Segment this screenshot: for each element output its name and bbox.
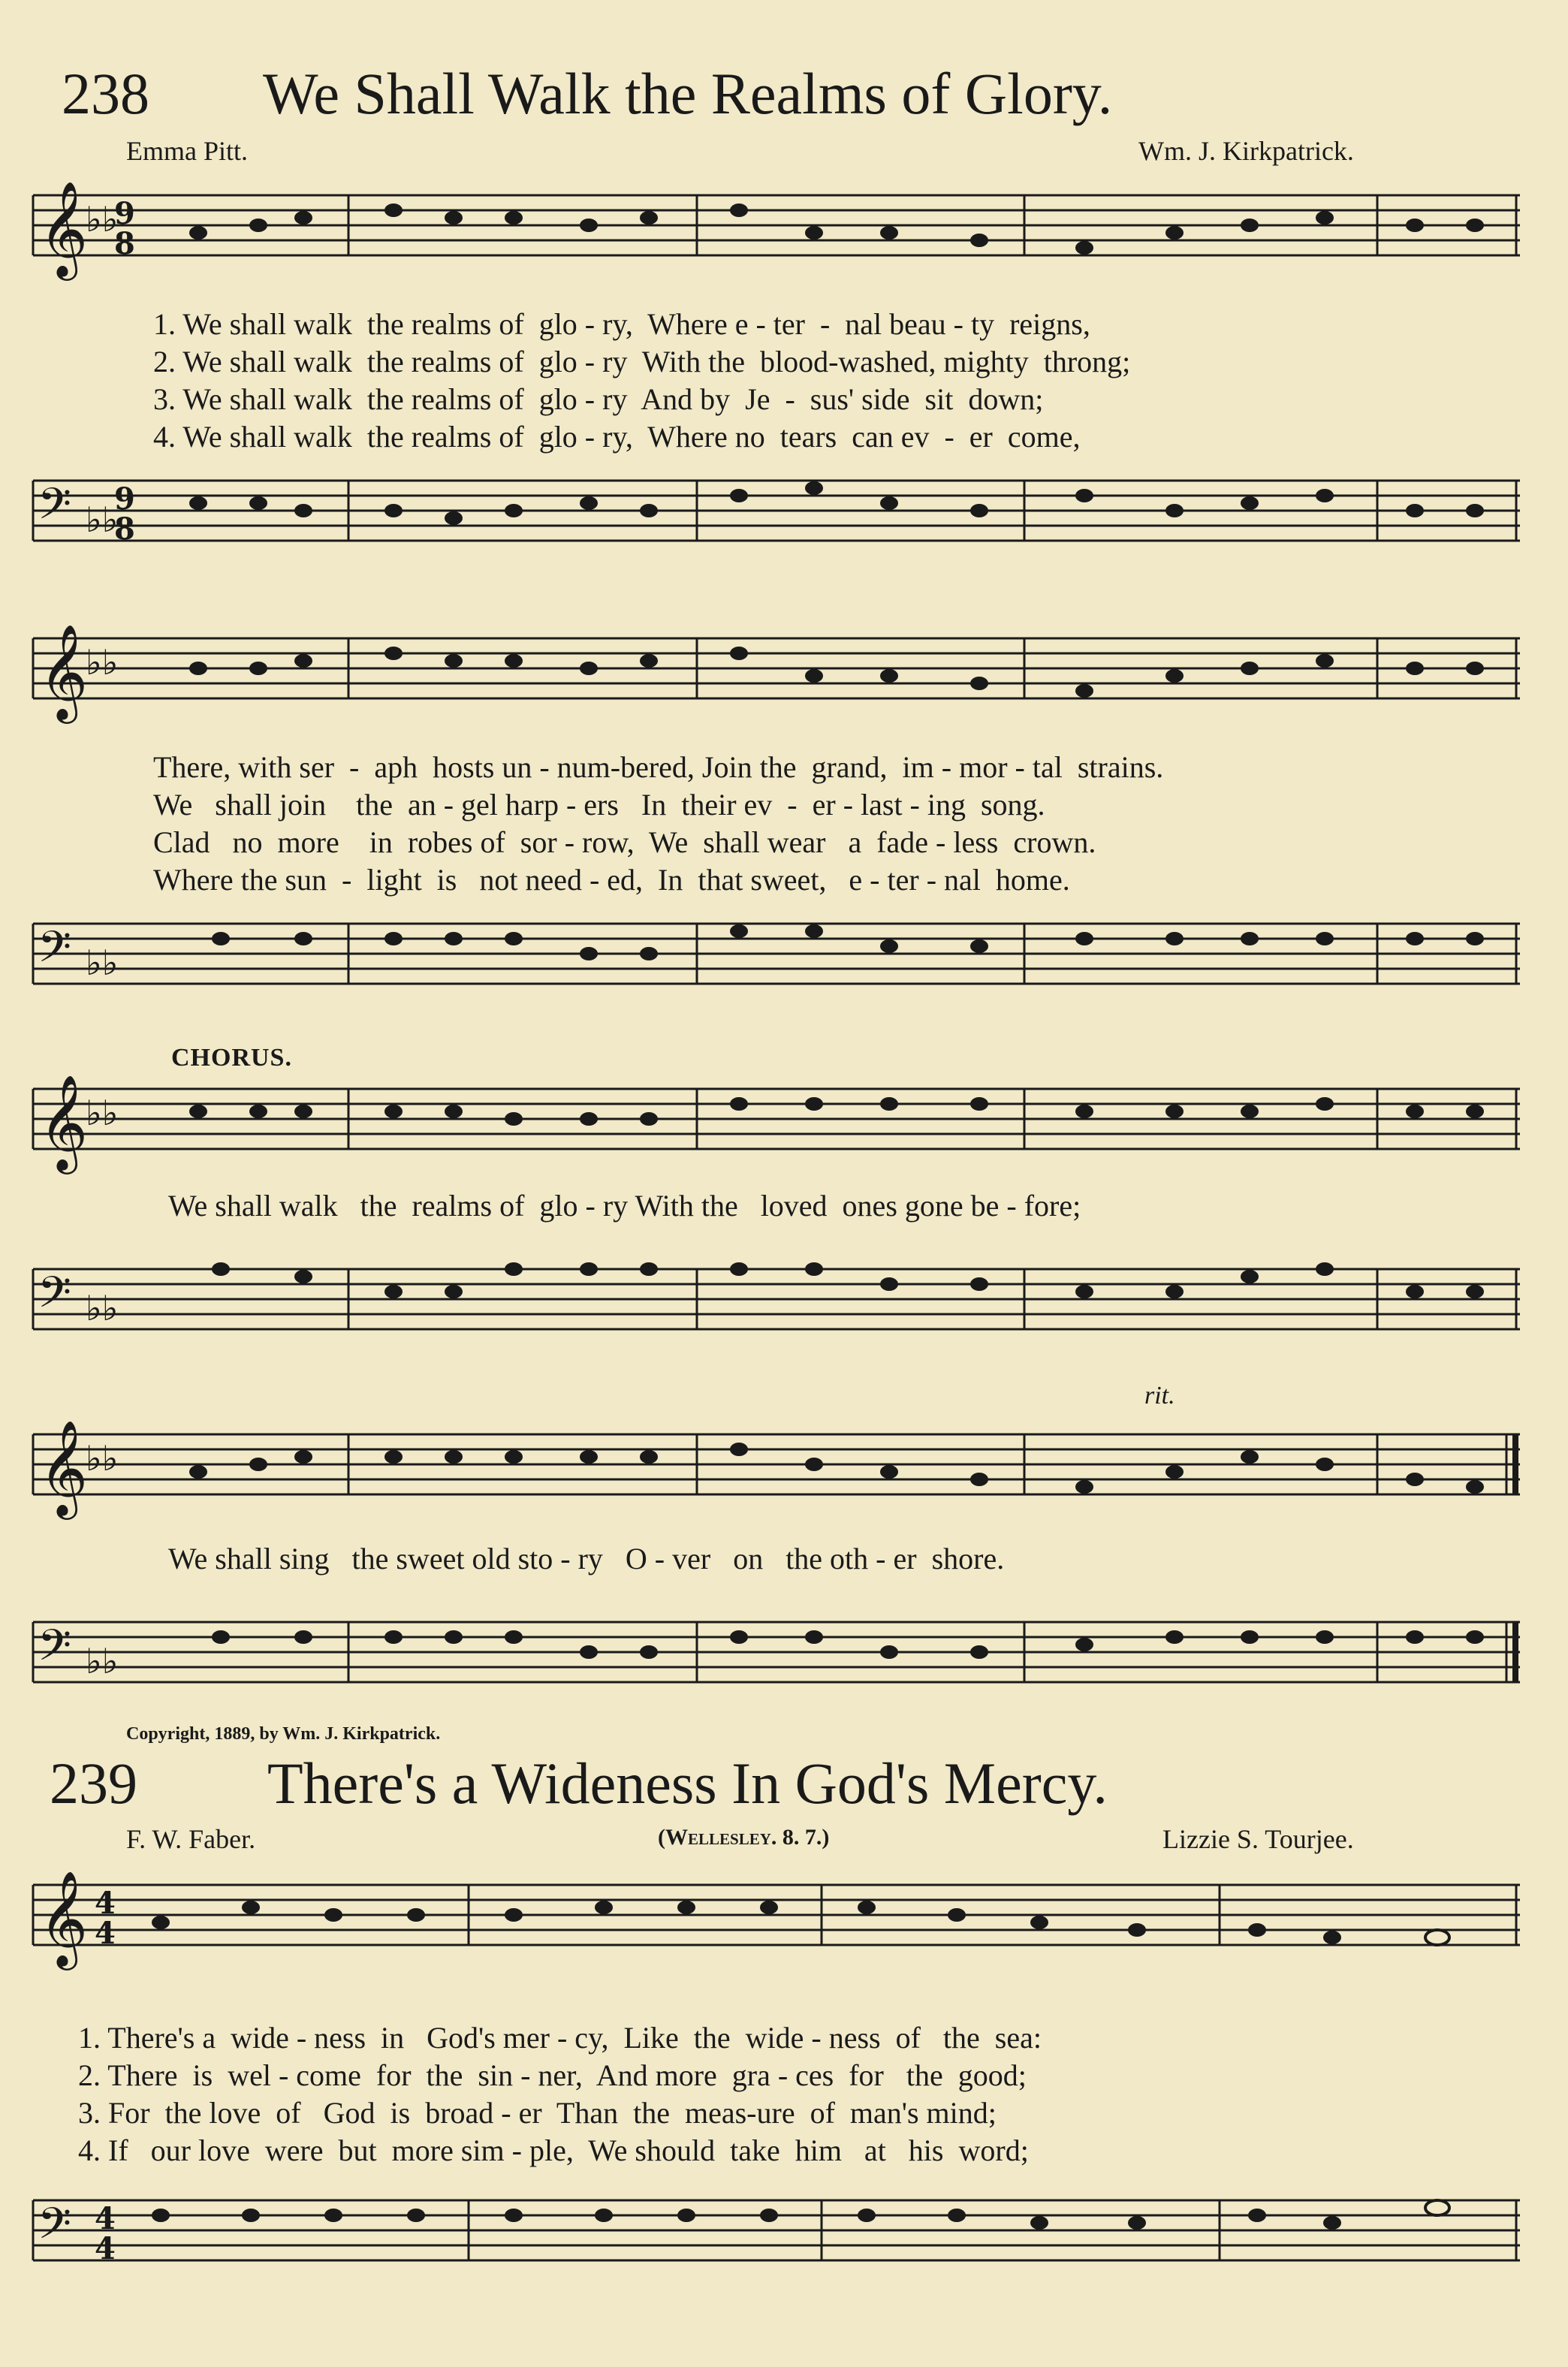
svg-text:𝄢: 𝄢 xyxy=(38,478,72,540)
svg-text:8: 8 xyxy=(114,226,135,261)
svg-text:9: 9 xyxy=(114,196,135,231)
svg-text:𝄢: 𝄢 xyxy=(38,1267,72,1328)
treble-staff xyxy=(33,623,1520,719)
svg-text:9: 9 xyxy=(114,481,135,517)
hymn-number: 238 xyxy=(62,61,149,126)
bass-staff xyxy=(33,1262,1520,1344)
lyric-line: 4. If our love were but more sim - ple, We should take him at his word; xyxy=(78,2133,1029,2167)
hymn-title: We Shall Walk the Realms of Glory. xyxy=(263,61,1113,126)
lyric-line: 3. We shall walk the realms of glo - ry And by Je - sus' side sit down; xyxy=(153,382,1044,416)
svg-text:𝄞: 𝄞 xyxy=(39,1074,89,1170)
svg-text:4: 4 xyxy=(95,2231,116,2266)
bass-staff xyxy=(33,473,1520,556)
hymn-title: There's a Wideness In God's Mercy. xyxy=(267,1750,1108,1816)
svg-text:4: 4 xyxy=(95,2201,116,2236)
composer-credit: Wm. J. Kirkpatrick. xyxy=(1138,136,1354,166)
tune-name: (Wellesley. 8. 7.) xyxy=(658,1825,830,1850)
lyric-line: We shall join the an - gel harp - ers In their ev - er - last - ing song. xyxy=(153,788,1045,822)
svg-text:𝄢: 𝄢 xyxy=(38,2198,72,2260)
svg-text:♭♭: ♭♭ xyxy=(86,942,119,983)
rit-marking: rit. xyxy=(1144,1382,1175,1410)
svg-text:𝄞: 𝄞 xyxy=(39,1870,89,1966)
lyric-line: 2. There is wel - come for the sin - ner, And more gra - ces for the good; xyxy=(78,2058,1027,2092)
lyric-line: We shall walk the realms of glo - ry With the loved ones gone be - fore; xyxy=(168,1189,1081,1223)
svg-text:♭♭: ♭♭ xyxy=(86,1288,119,1328)
svg-text:4: 4 xyxy=(95,1916,116,1951)
treble-staff xyxy=(33,1074,1520,1170)
lyric-line: Clad no more in robes of sor - row, We shall wear a fade - less crown. xyxy=(153,825,1096,859)
lyric-line: We shall sing the sweet old sto - ry O - ver on the oth - er shore. xyxy=(168,1542,1005,1575)
lyric-line: 3. For the love of God is broad - er Than the meas-ure of man's mind; xyxy=(78,2096,997,2130)
svg-text:♭♭: ♭♭ xyxy=(86,1641,119,1681)
svg-text:♭♭: ♭♭ xyxy=(86,499,119,540)
lyric-line: Where the sun - light is not need - ed, In that sweet, e - ter - nal home. xyxy=(153,863,1070,897)
svg-text:♭♭: ♭♭ xyxy=(86,1438,119,1479)
bass-staff xyxy=(33,2193,1520,2275)
svg-text:8: 8 xyxy=(114,511,135,547)
hymn-number: 239 xyxy=(50,1750,137,1816)
treble-staff xyxy=(33,180,1520,276)
lyric-line: 4. We shall walk the realms of glo - ry, Where no tears can ev - er come, xyxy=(153,420,1081,454)
author-credit: Emma Pitt. xyxy=(126,136,248,166)
svg-text:4: 4 xyxy=(95,1886,116,1921)
author-credit: F. W. Faber. xyxy=(126,1824,256,1854)
bass-staff xyxy=(33,1615,1520,1697)
lyric-line: 1. We shall walk the realms of glo - ry, Where e - ter - nal beau - ty reigns, xyxy=(153,307,1090,341)
lyric-line: There, with ser - aph hosts un - num-bered, Join the grand, im - mor - tal strains. xyxy=(153,750,1164,784)
treble-staff xyxy=(33,1419,1520,1515)
svg-text:𝄢: 𝄢 xyxy=(38,1620,72,1681)
svg-text:♭♭: ♭♭ xyxy=(86,642,119,683)
lyric-line: 1. There's a wide - ness in God's mer - cy, Like the wide - ness of the sea: xyxy=(78,2021,1042,2055)
svg-text:♭♭: ♭♭ xyxy=(86,199,119,240)
svg-text:♭♭: ♭♭ xyxy=(86,1093,119,1133)
copyright-notice: Copyright, 1889, by Wm. J. Kirkpatrick. xyxy=(126,1724,441,1744)
bass-staff xyxy=(33,916,1520,999)
svg-text:𝄞: 𝄞 xyxy=(39,1419,89,1515)
composer-credit: Lizzie S. Tourjee. xyxy=(1162,1824,1354,1854)
svg-text:𝄞: 𝄞 xyxy=(39,180,89,276)
svg-text:𝄞: 𝄞 xyxy=(39,623,89,719)
chorus-label: CHORUS. xyxy=(171,1044,292,1072)
svg-text:𝄢: 𝄢 xyxy=(38,921,72,983)
treble-staff xyxy=(33,1870,1520,1966)
lyric-line: 2. We shall walk the realms of glo - ry With the blood-washed, mighty throng; xyxy=(153,345,1131,378)
